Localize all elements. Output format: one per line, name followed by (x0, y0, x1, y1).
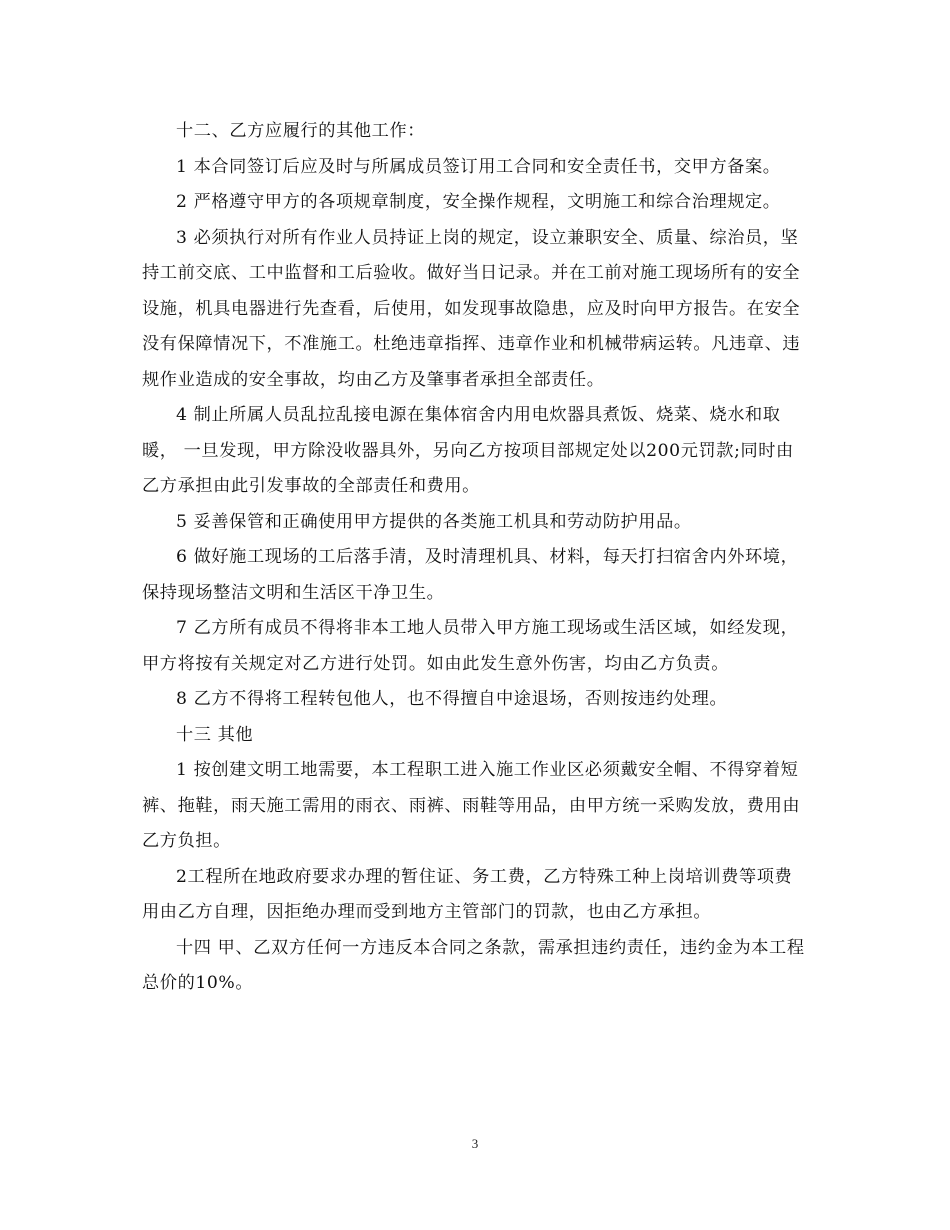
clause-12-7: 7 乙方所有成员不得将非本工地人员带入甲方施工现场或生活区域，如经发现， 甲方将按有关规定对乙方进行处罚。如由此发生意外伤害，均由乙方负责。 (142, 618, 799, 674)
clause-13-2: 2工程所在地政府要求办理的暂住证、务工费，乙方特殊工种上岗培训费等项费用由乙方自理，因拒绝办理而受到地方主管部门的罚款，也由乙方承担。 (142, 866, 793, 922)
clause-12-2: 2 严格遵守甲方的各项规章制度，安全操作规程，文明施工和综合治理规定。 (176, 192, 781, 212)
page-number: 3 (471, 1136, 479, 1151)
clause-12-5: 5 妥善保管和正确使用甲方提供的各类施工机具和劳动防护用品。 (176, 511, 692, 532)
clause-13-1: 1 按创建文明工地需要，本工程职工进入施工作业区必须戴安全帽、不得穿着短裤、拖鞋，雨天施工需用的雨衣、雨裤、雨鞋等用品，由甲方统一采购发放，费用由乙方负担。 (142, 760, 801, 851)
section-13-heading: 十三 其他 (176, 724, 254, 745)
clause-12-6: 6 做好施工现场的工后落手清，及时清理机具、材料，每天打扫宿舍内外环境， 保持现场整洁文明和生活区干净卫生。 (142, 547, 799, 603)
section-14-clause: 十四 甲、乙双方任何一方违反本合同之条款，需承担违约责任，违约金为本工程总价的10%。 (142, 937, 805, 993)
clause-12-1: 1 本合同签订后应及时与所属成员签订用工合同和安全责任书，交甲方备案。 (176, 156, 781, 177)
document-body (142, 114, 806, 1002)
clause-12-4: 4 制止所属人员乱拉乱接电源在集体宿舍内用电炊器具煮饭、烧菜、烧水和取暖， 一旦发现，甲方除没收器具外，另向乙方按项目部规定处以200元罚款;同时由乙方承担由此引发事故的全部责任和费用。 (142, 405, 794, 496)
clause-12-8: 8 乙方不得将工程转包他人，也不得擅自中途退场，否则按违约处理。 (176, 689, 728, 709)
section-12-heading: 十二、乙方应履行的其他工作： (176, 121, 426, 141)
clause-12-3: 3 必须执行对所有作业人员持证上岗的规定，设立兼职安全、质量、综治员，坚持工前交底、工中监督和工后验收。做好当日记录。并在工前对施工现场所有的安全设施，机具电器进行先查看，后使用，如发现事故隐患，应及时向甲方报告。在安全没有保障情况下，不准施工。杜绝违章指挥、违章作业和机械带病运转。凡违章、违规作业造成的安全事故，均由乙方及肇事者承担全部责任。 (142, 227, 801, 390)
